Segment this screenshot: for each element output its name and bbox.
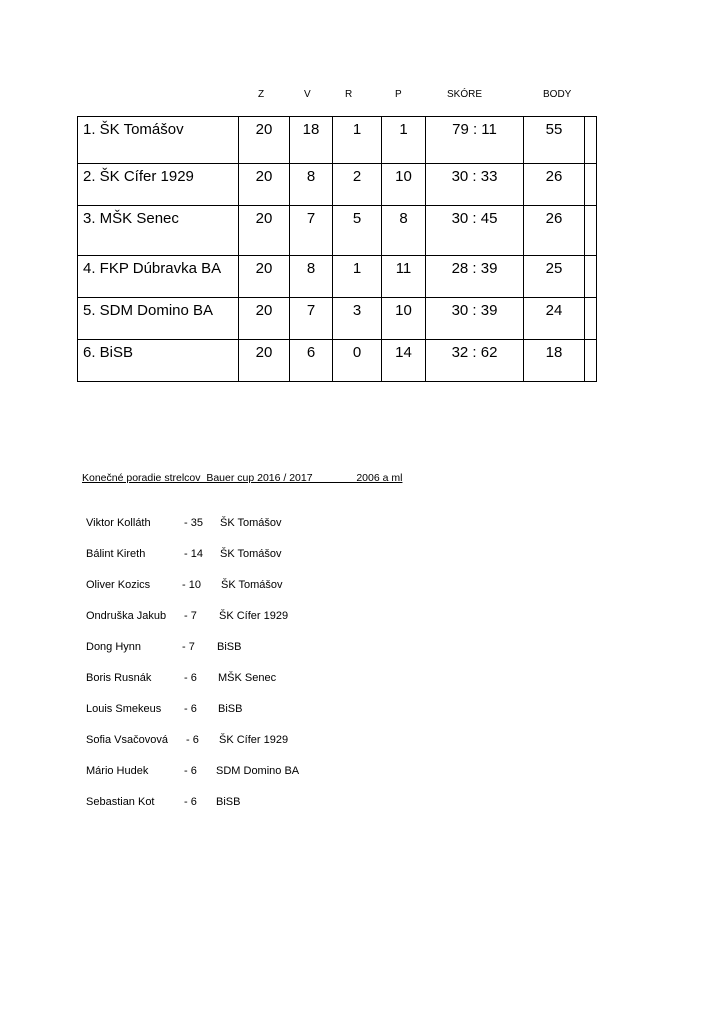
standings-table — [77, 116, 597, 382]
table-row — [78, 340, 597, 382]
cell-v: 7 — [290, 206, 333, 256]
scorer-club: ŠK Cífer 1929 — [219, 610, 289, 622]
scorer-name: Louis Smekeus — [86, 703, 162, 715]
cell-v: 8 — [290, 164, 333, 206]
scorer-name: Viktor Kolláth — [86, 517, 151, 529]
cell-r: 0 — [333, 340, 382, 382]
cell-empty — [585, 206, 597, 256]
cell-r: 1 — [333, 256, 382, 298]
cell-v: 8 — [290, 256, 333, 298]
scorer-club: ŠK Cífer 1929 — [219, 734, 289, 746]
cell-empty — [585, 256, 597, 298]
cell-score: 30 : 33 — [426, 164, 524, 206]
scorer-goals: - 6 — [186, 734, 199, 746]
cell-points: 26 — [524, 206, 585, 256]
scorer-club: BiSB — [216, 796, 241, 808]
cell-p: 10 — [382, 164, 426, 206]
cell-score: 30 : 45 — [426, 206, 524, 256]
header-z: Z — [258, 89, 265, 100]
header-v: V — [304, 89, 311, 100]
cell-score: 28 : 39 — [426, 256, 524, 298]
cell-z: 20 — [239, 206, 290, 256]
header-score: SKÓRE — [447, 89, 483, 100]
cell-v: 7 — [290, 298, 333, 340]
cell-points: 25 — [524, 256, 585, 298]
cell-z: 20 — [239, 256, 290, 298]
scorer-club: BiSB — [217, 641, 242, 653]
cell-team: 1. ŠK Tomášov — [78, 117, 239, 164]
scorer-goals: - 6 — [184, 703, 197, 715]
scorer-goals: - 10 — [182, 579, 201, 591]
scorer-goals: - 7 — [182, 641, 195, 653]
cell-v: 18 — [290, 117, 333, 164]
header-points: BODY — [543, 89, 572, 100]
scorer-club: BiSB — [218, 703, 243, 715]
scorer-club: ŠK Tomášov — [221, 579, 283, 591]
scorer-goals: - 6 — [184, 672, 197, 684]
cell-team: 2. ŠK Cífer 1929 — [78, 164, 239, 206]
cell-team: 3. MŠK Senec — [78, 206, 239, 256]
cell-points: 55 — [524, 117, 585, 164]
cell-score: 30 : 39 — [426, 298, 524, 340]
scorer-name: Boris Rusnák — [86, 672, 152, 684]
table-row — [78, 256, 597, 298]
cell-score: 79 : 11 — [426, 117, 524, 164]
cell-score: 32 : 62 — [426, 340, 524, 382]
scorer-name: Sofia Vsačovová — [86, 734, 168, 746]
scorer-goals: - 14 — [184, 548, 203, 560]
scorer-goals: - 6 — [184, 796, 197, 808]
cell-team: 4. FKP Dúbravka BA — [78, 256, 239, 298]
cell-p: 14 — [382, 340, 426, 382]
cell-p: 11 — [382, 256, 426, 298]
scorer-name: Ondruška Jakub — [86, 610, 167, 622]
cell-z: 20 — [239, 117, 290, 164]
cell-team: 5. SDM Domino BA — [78, 298, 239, 340]
cell-points: 26 — [524, 164, 585, 206]
scorer-club: MŠK Senec — [218, 672, 277, 684]
cell-z: 20 — [239, 298, 290, 340]
scorer-name: Dong Hynn — [86, 641, 142, 653]
table-row — [78, 206, 597, 256]
scorer-club: ŠK Tomášov — [220, 517, 282, 529]
cell-team: 6. BiSB — [78, 340, 239, 382]
cell-empty — [585, 164, 597, 206]
table-row — [78, 164, 597, 206]
cell-z: 20 — [239, 340, 290, 382]
cell-r: 3 — [333, 298, 382, 340]
cell-empty — [585, 298, 597, 340]
cell-points: 18 — [524, 340, 585, 382]
scorer-goals: - 7 — [184, 610, 197, 622]
scorer-club: SDM Domino BA — [216, 765, 300, 777]
table-row — [78, 298, 597, 340]
scorer-name: Oliver Kozics — [86, 579, 151, 591]
scorer-name: Bálint Kireth — [86, 548, 146, 560]
cell-p: 10 — [382, 298, 426, 340]
scorer-club: ŠK Tomášov — [220, 548, 282, 560]
scorer-name: Mário Hudek — [86, 765, 149, 777]
cell-r: 1 — [333, 117, 382, 164]
scorer-goals: - 6 — [184, 765, 197, 777]
cell-v: 6 — [290, 340, 333, 382]
cell-empty — [585, 117, 597, 164]
header-p: P — [395, 89, 402, 100]
cell-r: 5 — [333, 206, 382, 256]
cell-p: 8 — [382, 206, 426, 256]
scorer-goals: - 35 — [184, 517, 203, 529]
cell-z: 20 — [239, 164, 290, 206]
cell-p: 1 — [382, 117, 426, 164]
scorer-name: Sebastian Kot — [86, 796, 155, 808]
cell-points: 24 — [524, 298, 585, 340]
cell-r: 2 — [333, 164, 382, 206]
cell-empty — [585, 340, 597, 382]
table-row — [78, 117, 597, 164]
header-r: R — [345, 89, 353, 100]
scorers-title: Konečné poradie strelcov Bauer cup 2016 / 2017 2006 a ml — [82, 472, 403, 484]
